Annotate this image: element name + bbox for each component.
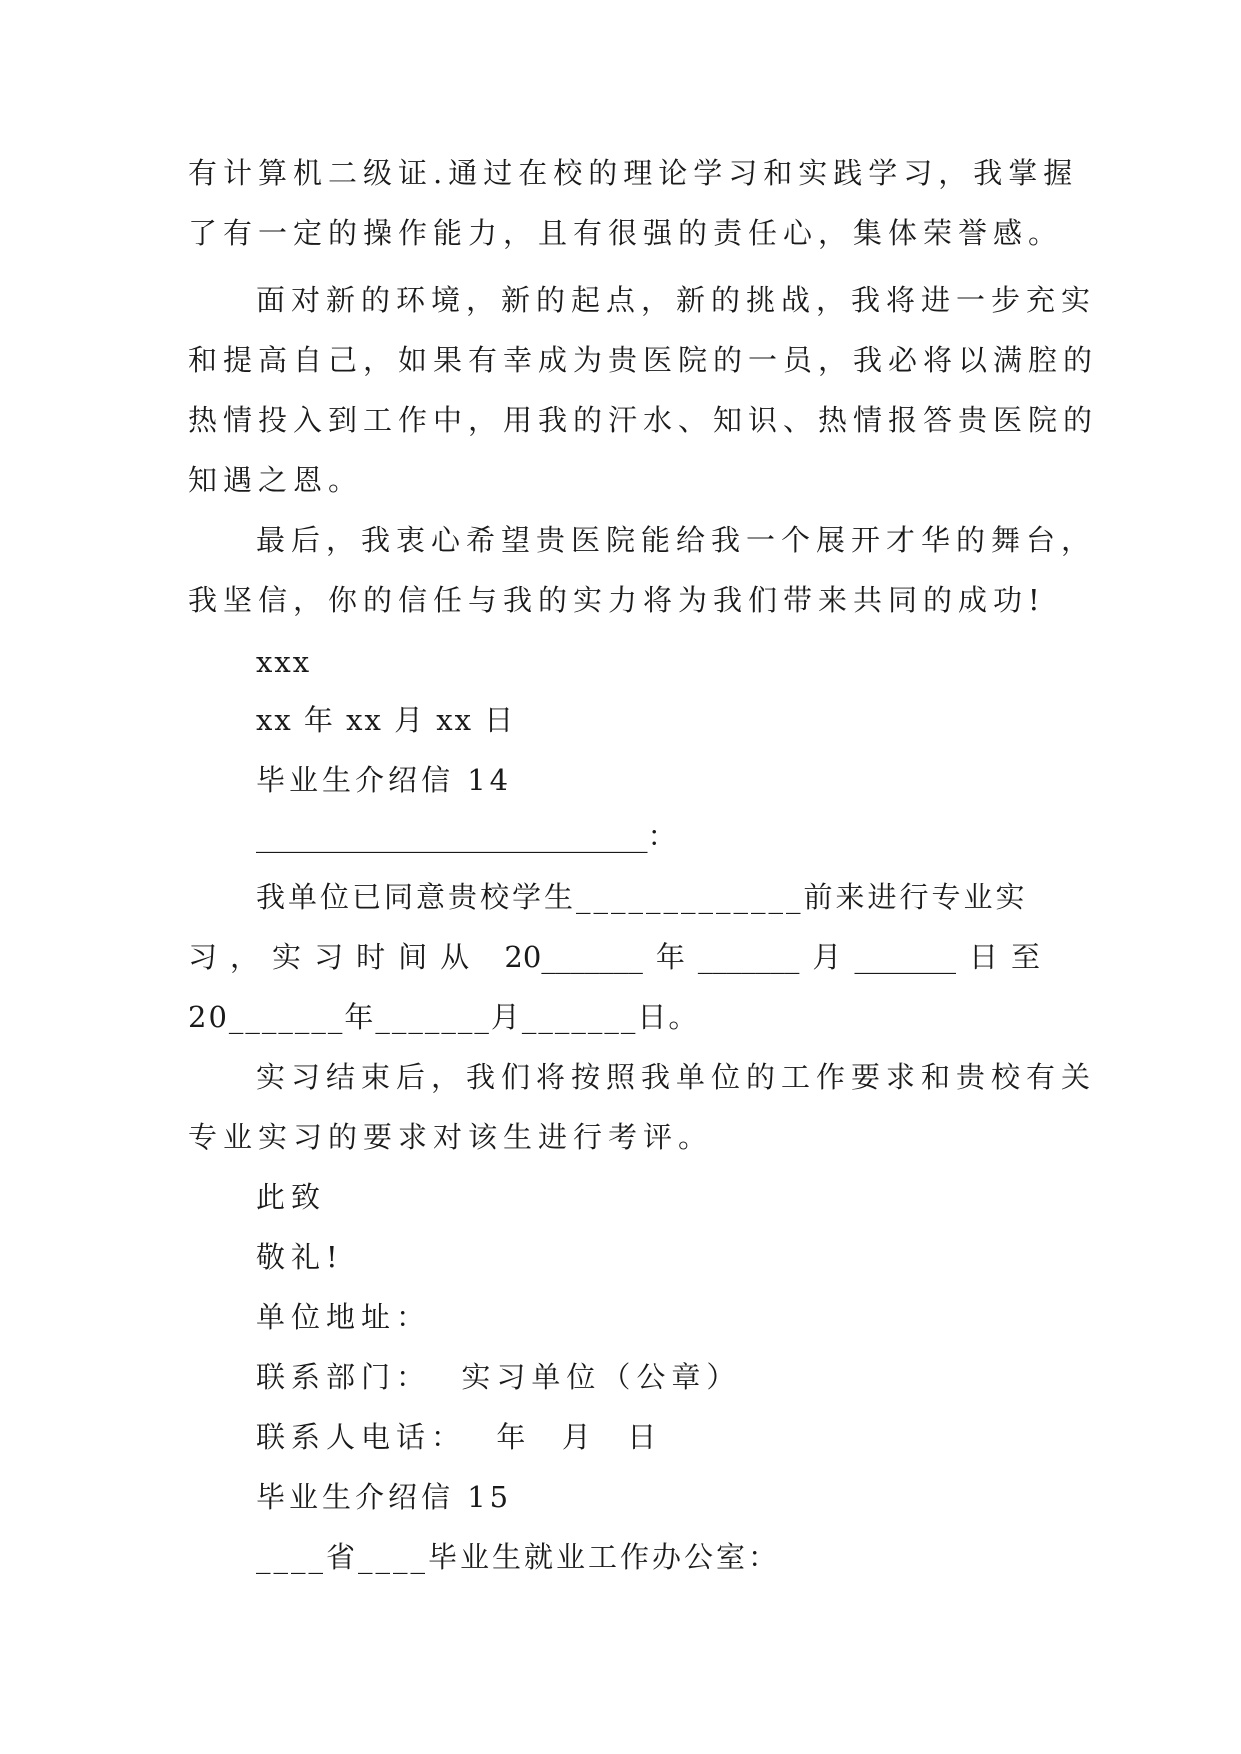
closing-line: 此致 (256, 1180, 327, 1214)
paragraph-line: 专业实习的要求对该生进行考评。 (188, 1120, 714, 1154)
paragraph-line: 面对新的环境，新的起点，新的挑战，我将进一步充实 (256, 283, 1097, 317)
department-line: 联系部门： 实习单位（公章） (256, 1360, 742, 1394)
paragraph-line: 有计算机二级证.通过在校的理论学习和实践学习，我掌握 (188, 156, 1079, 190)
paragraph-line: 知遇之恩。 (188, 463, 364, 497)
paragraph-line: 我坚信，你的信任与我的实力将为我们带来共同的成功! (188, 583, 1046, 617)
phone-line: 联系人电话： 年 月 日 (256, 1420, 663, 1454)
signature-date: xx 年 xx 月 xx 日 (256, 703, 516, 737)
address-line: 单位地址： (256, 1300, 432, 1334)
signature-name: xxx (256, 645, 312, 679)
paragraph-line: 和提高自己，如果有幸成为贵医院的一员，我必将以满腔的 (188, 343, 1099, 377)
recipient-line: ____省____毕业生就业工作办公室： (256, 1540, 781, 1574)
section-title: 毕业生介绍信 14 (256, 763, 513, 797)
paragraph-line: 最后，我衷心希望贵医院能给我一个展开才华的舞台， (256, 523, 1097, 557)
paragraph-line: 热情投入到工作中，用我的汗水、知识、热情报答贵医院的 (188, 403, 1099, 437)
paragraph-line: 20_______年_______月_______日。 (188, 1000, 700, 1034)
paragraph-line: 我单位已同意贵校学生_____________前来进行专业实 (256, 880, 1028, 914)
section-title: 毕业生介绍信 15 (256, 1480, 513, 1514)
paragraph-line: 实习结束后，我们将按照我单位的工作要求和贵校有关 (256, 1060, 1097, 1094)
paragraph-line: 了有一定的操作能力，且有很强的责任心，集体荣誉感。 (188, 216, 1064, 250)
paragraph-line: 习，实习时间从 20_______年_______月_______日至 (188, 940, 1040, 974)
closing-line: 敬礼! (256, 1240, 344, 1274)
recipient-blank-line: ___________________________： (256, 819, 677, 853)
